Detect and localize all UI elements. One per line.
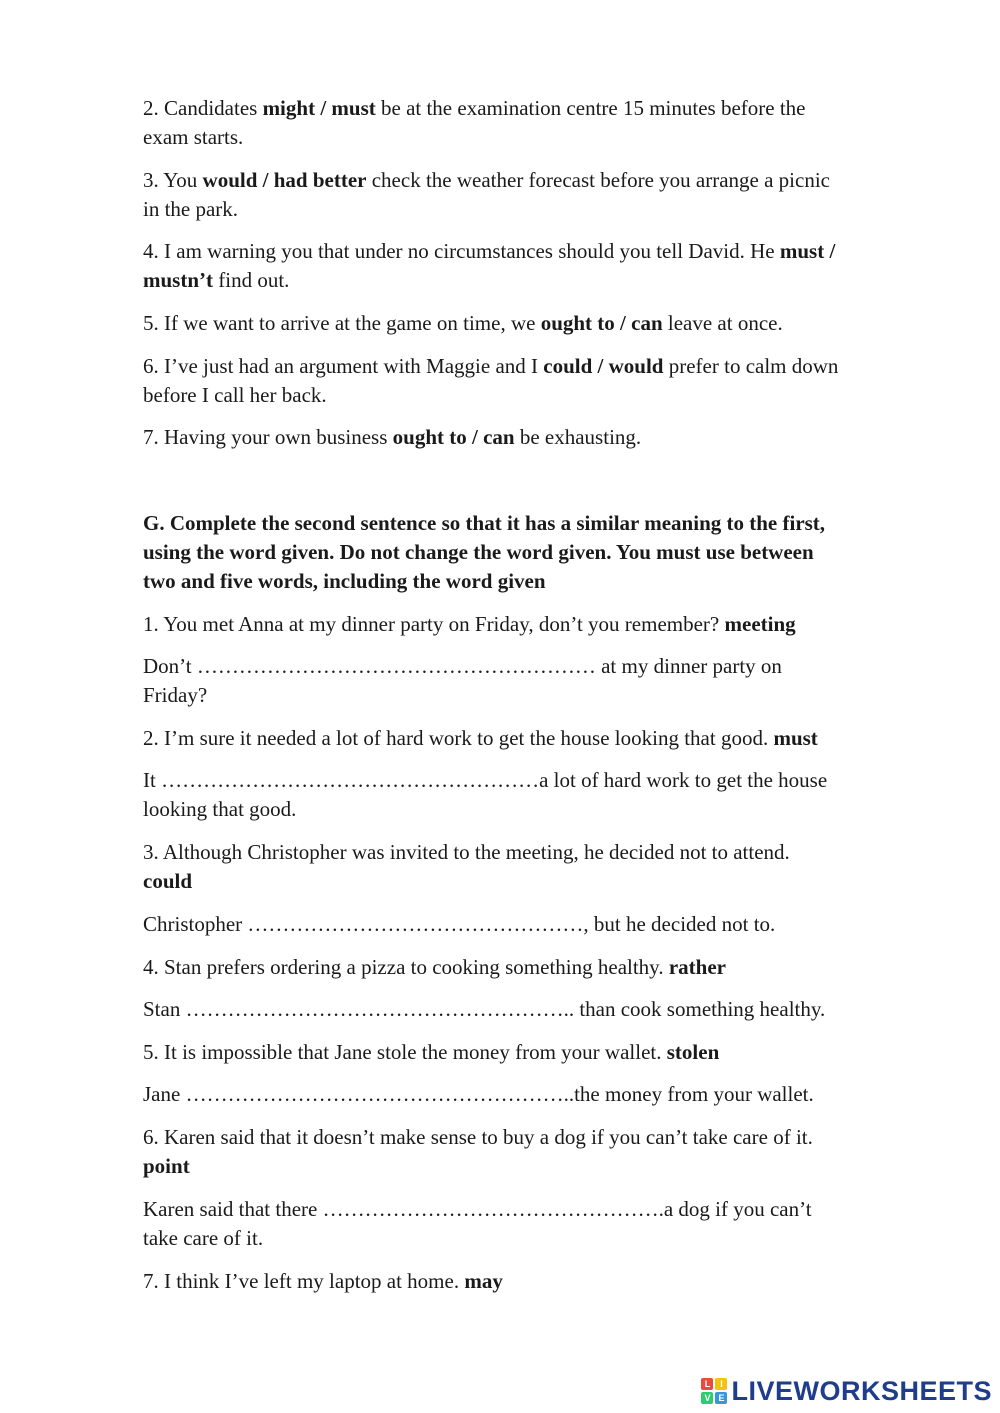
g-item-1-answer-line-1[interactable]: Don’t ………………………………………………… at my dinner party on — [143, 654, 782, 678]
f-item-2-line-1: 2. Candidates might / must be at the examination centre 15 minutes before the — [143, 96, 806, 120]
f-item-2-line-2: exam starts. — [143, 125, 244, 149]
g-item-7-question: 7. I think I’ve left my laptop at home. may — [143, 1269, 503, 1293]
logo-text: LIVEWORKSHEETS — [731, 1375, 992, 1406]
g-heading-line-1: G. Complete the second sentence so that it has a similar meaning to the first, — [143, 511, 826, 535]
f-item-3-options[interactable]: would / had better — [202, 168, 367, 192]
g-item-4-keyword: rather — [668, 955, 726, 979]
liveworksheets-logo[interactable] — [701, 1373, 992, 1409]
g-item-1-answer-line-2: Friday? — [143, 683, 208, 707]
f-item-6-options[interactable]: could / would — [543, 354, 664, 378]
g-item-6-keyword: point — [143, 1154, 190, 1178]
f-item-6-line-2: before I call her back. — [143, 383, 327, 407]
g-item-3-answer-line-1[interactable]: Christopher …………………………………………, but he decided not to. — [143, 912, 776, 936]
g-item-4-question: 4. Stan prefers ordering a pizza to cooking something healthy. rather — [143, 955, 726, 979]
g-item-5-question: 5. It is impossible that Jane stole the money from your wallet. stolen — [143, 1040, 720, 1064]
g-item-1-keyword: meeting — [724, 612, 796, 636]
f-item-5-options[interactable]: ought to / can — [540, 311, 663, 335]
g-heading-line-3: two and five words, including the word given — [143, 569, 546, 593]
f-item-2-options[interactable]: might / must — [262, 96, 376, 120]
f-item-4-options-part-1[interactable]: must / — [779, 239, 836, 263]
logo-mark-icon — [701, 1378, 727, 1404]
g-item-4-answer-line-1[interactable]: Stan ……………………………………………….. than cook something healthy. — [143, 997, 826, 1021]
f-item-7-options[interactable]: ought to / can — [392, 425, 515, 449]
g-item-6-question: 6. Karen said that it doesn’t make sense to buy a dog if you can’t take care of it. — [143, 1125, 813, 1149]
f-item-4-options-part-2[interactable]: mustn’t — [143, 268, 214, 292]
g-heading-line-2: using the word given. Do not change the word given. You must use between — [143, 540, 814, 564]
logo-mark-letter-e: E — [715, 1392, 727, 1404]
logo-mark-letter-v: V — [701, 1392, 713, 1404]
g-item-2-keyword: must — [773, 726, 818, 750]
f-item-6-line-1: 6. I’ve just had an argument with Maggie and I could / would prefer to calm down — [143, 354, 839, 378]
g-item-7-keyword: may — [464, 1269, 503, 1293]
g-item-3-question: 3. Although Christopher was invited to the meeting, he decided not to attend. — [143, 840, 790, 864]
f-item-3-line-2: in the park. — [143, 197, 239, 221]
g-item-5-answer-line-1[interactable]: Jane ………………………………………………..the money from your wallet. — [143, 1082, 814, 1106]
f-item-5-line-1: 5. If we want to arrive at the game on time, we ought to / can leave at once. — [143, 311, 783, 335]
g-item-2-answer-line-1[interactable]: It ………………………………………………a lot of hard work to get the house — [143, 768, 828, 792]
g-item-1-question: 1. You met Anna at my dinner party on Friday, don’t you remember? meeting — [143, 612, 796, 636]
f-item-7-line-1: 7. Having your own business ought to / can be exhausting. — [143, 425, 642, 449]
g-item-6-answer-line-1[interactable]: Karen said that there ………………………………………….a dog if you can’t — [143, 1197, 812, 1221]
g-item-5-keyword: stolen — [666, 1040, 720, 1064]
f-item-4-line-1: 4. I am warning you that under no circumstances should you tell David. He must / — [143, 239, 836, 263]
f-item-4-line-2: mustn’t find out. — [143, 268, 290, 292]
g-item-2-answer-line-2: looking that good. — [143, 797, 297, 821]
g-item-3-keyword: could — [143, 869, 193, 893]
logo-mark-letter-i: I — [715, 1378, 727, 1390]
g-item-6-answer-line-2: take care of it. — [143, 1226, 264, 1250]
logo-mark-letter-l: L — [701, 1378, 713, 1390]
f-item-3-line-1: 3. You would / had better check the weather forecast before you arrange a picnic — [143, 168, 830, 192]
g-item-2-question: 2. I’m sure it needed a lot of hard work to get the house looking that good. must — [143, 726, 818, 750]
